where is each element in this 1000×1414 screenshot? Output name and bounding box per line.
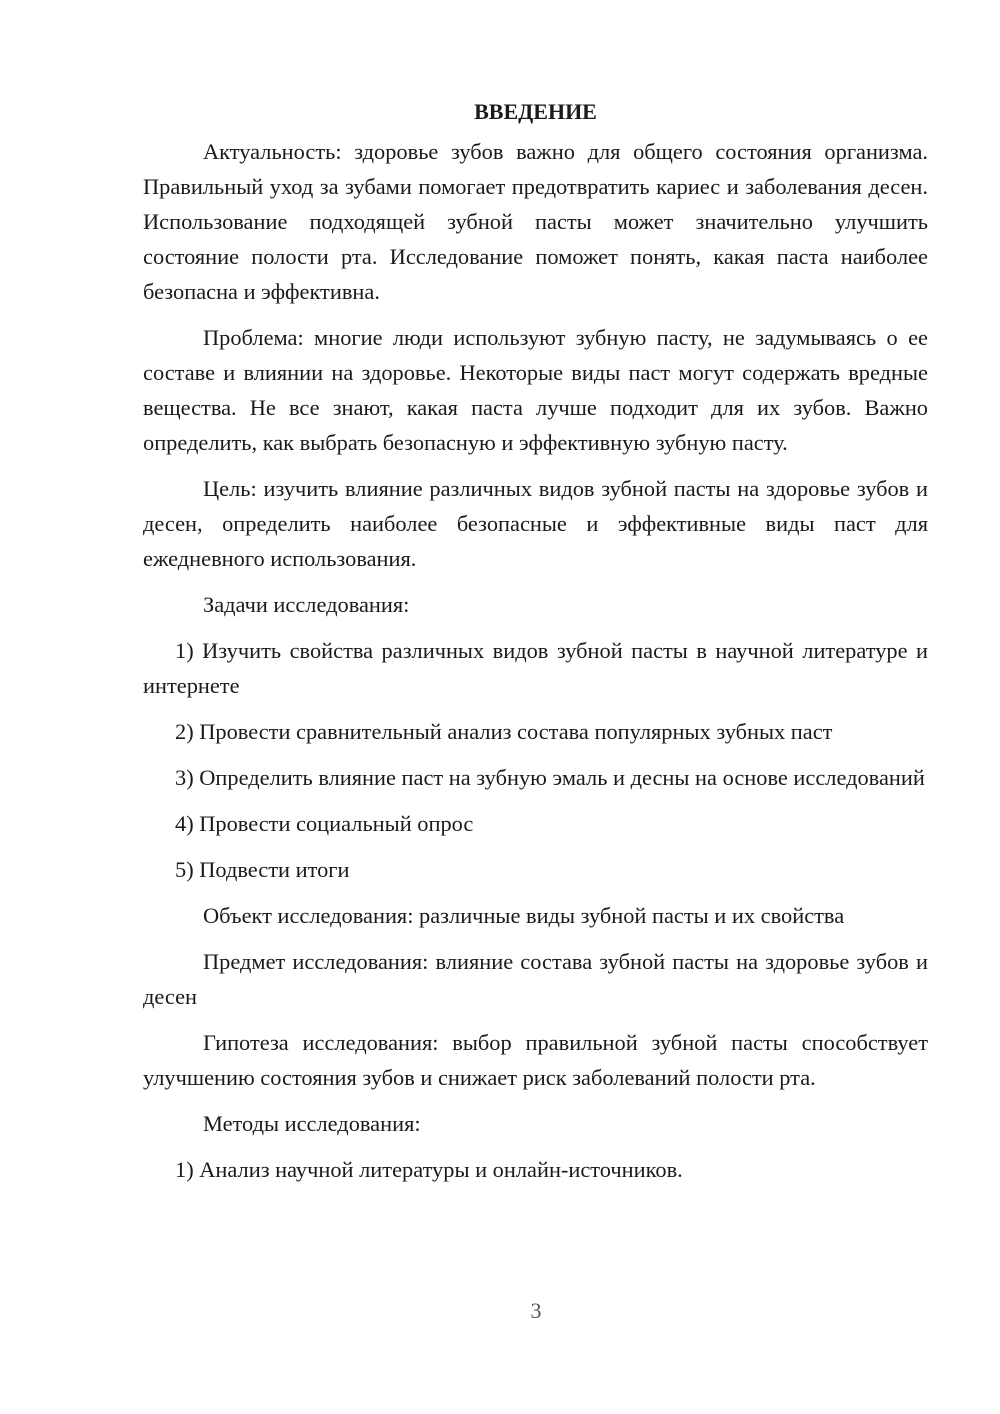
task-item: 5) Подвести итоги	[175, 857, 350, 882]
task-item: 1) Изучить свойства различных видов зубной пасты в научной литературе и интернете	[143, 638, 928, 698]
object-paragraph: Объект исследования: различные виды зубной пасты и их свойства	[203, 903, 845, 928]
hypothesis-paragraph: Гипотеза исследования: выбор правильной зубной пасты способствует улучшению состояния зубов и снижает риск заболеваний полости рта.	[143, 1030, 928, 1090]
section-title: ВВЕДЕНИЕ	[474, 99, 597, 124]
tasks-heading: Задачи исследования:	[203, 592, 410, 617]
method-item: 1) Анализ научной литературы и онлайн-источников.	[175, 1157, 683, 1182]
goal-paragraph: Цель: изучить влияние различных видов зубной пасты на здоровье зубов и десен, определить наиболее безопасные и эффективные виды паст для ежедневного использования.	[143, 476, 928, 571]
task-item: 4) Провести социальный опрос	[175, 811, 474, 836]
relevance-paragraph: Актуальность: здоровье зубов важно для общего состояния организма. Правильный уход за зубами помогает предотвратить кариес и заболевания десен. Использование подходящей зубной пасты может значительно улучшить состояние полости рта. Исследование поможет понять, какая паста наиболее безопасна и эффективна.	[143, 139, 928, 304]
subject-paragraph: Предмет исследования: влияние состава зубной пасты на здоровье зубов и десен	[143, 949, 928, 1009]
methods-heading: Методы исследования:	[203, 1111, 421, 1136]
problem-paragraph: Проблема: многие люди используют зубную пасту, не задумываясь о ее составе и влиянии на здоровье. Некоторые виды паст могут содержать вредные вещества. Не все знают, какая паста лучше подходит для их зубов. Важно определить, как выбрать безопасную и эффективную зубную пасту.	[143, 325, 928, 455]
page-number: 3	[530, 1298, 542, 1323]
document-body	[143, 94, 928, 1198]
task-item: 3) Определить влияние паст на зубную эмаль и десны на основе исследований	[175, 765, 925, 790]
task-item: 2) Провести сравнительный анализ состава популярных зубных паст	[175, 719, 833, 744]
